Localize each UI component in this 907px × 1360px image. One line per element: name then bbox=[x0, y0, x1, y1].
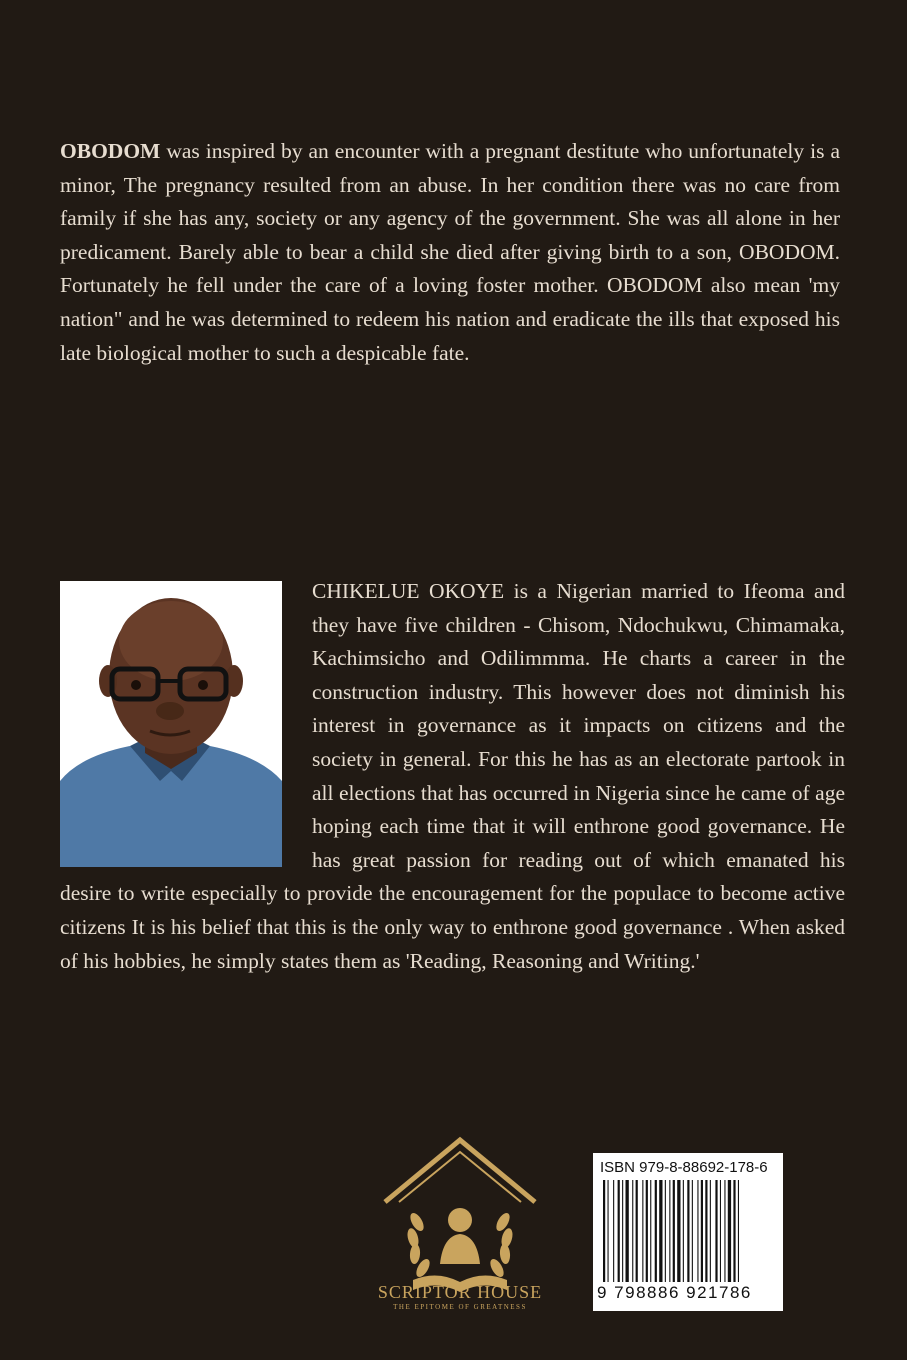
barcode-bar bbox=[608, 1180, 609, 1282]
barcode-bar bbox=[632, 1180, 633, 1282]
blurb-text: was inspired by an encounter with a pregnant destitute who unfortunately is a minor, The pregnancy resulted from an abuse. In her condition there was no care from family if she has any, society or any agency of the government. She was all alone in her predicament. Barely able to bear a child she died after giving birth to a son, OBODOM. Fortunately he fell under the care of a loving foster mother. OBODOM also mean 'my nation" and he was determined to redeem his nation and eradicate the ills that exposed his late biological mother to such a despicable fate. bbox=[60, 139, 840, 365]
barcode-bar bbox=[715, 1180, 717, 1282]
barcode-bar bbox=[669, 1180, 670, 1282]
author-bio: CHIKELUE OKOYE is a Nigerian married to Ifeoma and they have five children - Chisom, Ndochukwu, Chimamaka, Kachimsicho and Odilimmma. He charts a career in the construction industry. This however does not diminish his interest in governance as it impacts on citizens and the society in general. For this he has as an electorate partook in all elections that has occurred in Nigeria since he came of age hoping each time that it will enthrone good governance. He has great passion for reading out of which emanated his desire to write especially to provide the encouragement for the populace to become active citizens It is his belief that this is the only way to enthrone good governance . When asked of his hobbies, he simply states them as 'Reading, Reasoning and Writing.' bbox=[60, 579, 845, 973]
barcode-bar bbox=[687, 1180, 689, 1282]
barcode-bar bbox=[618, 1180, 620, 1282]
barcode-bar bbox=[642, 1180, 643, 1282]
book-title-lead: OBODOM bbox=[60, 139, 161, 163]
barcode-bar bbox=[701, 1180, 703, 1282]
back-cover-blurb bbox=[60, 135, 840, 370]
barcode-bars bbox=[603, 1180, 773, 1285]
barcode-bar bbox=[603, 1180, 605, 1282]
barcode-bar bbox=[720, 1180, 721, 1282]
barcode-bar bbox=[724, 1180, 725, 1282]
barcode-bar bbox=[665, 1180, 666, 1282]
barcode-bar bbox=[655, 1180, 657, 1282]
barcode-bar bbox=[626, 1180, 629, 1282]
barcode-bar bbox=[650, 1180, 651, 1282]
isbn-label: ISBN 979-8-88692-178-6 bbox=[600, 1159, 768, 1176]
barcode-bar bbox=[738, 1180, 739, 1282]
barcode-bar bbox=[710, 1180, 711, 1282]
publisher-name: SCRIPTOR HOUSE bbox=[377, 1282, 543, 1302]
barcode-bar bbox=[705, 1180, 707, 1282]
barcode-bar bbox=[683, 1180, 684, 1282]
author-photo bbox=[60, 581, 282, 867]
author-section bbox=[60, 575, 845, 978]
barcode-bar bbox=[659, 1180, 662, 1282]
barcode-bar bbox=[673, 1180, 675, 1282]
barcode-bar bbox=[613, 1180, 614, 1282]
barcode-bar bbox=[646, 1180, 648, 1282]
barcode-bar bbox=[733, 1180, 735, 1282]
barcode-bar bbox=[677, 1180, 680, 1282]
barcode-number: 9 798886 921786 bbox=[597, 1283, 752, 1302]
barcode-bar bbox=[692, 1180, 693, 1282]
publisher-tagline: THE EPITOME OF GREATNESS bbox=[393, 1303, 527, 1311]
isbn-barcode bbox=[593, 1153, 783, 1311]
barcode-bar bbox=[697, 1180, 698, 1282]
barcode-bar bbox=[636, 1180, 638, 1282]
barcode-bar bbox=[728, 1180, 731, 1282]
barcode-bar bbox=[622, 1180, 623, 1282]
